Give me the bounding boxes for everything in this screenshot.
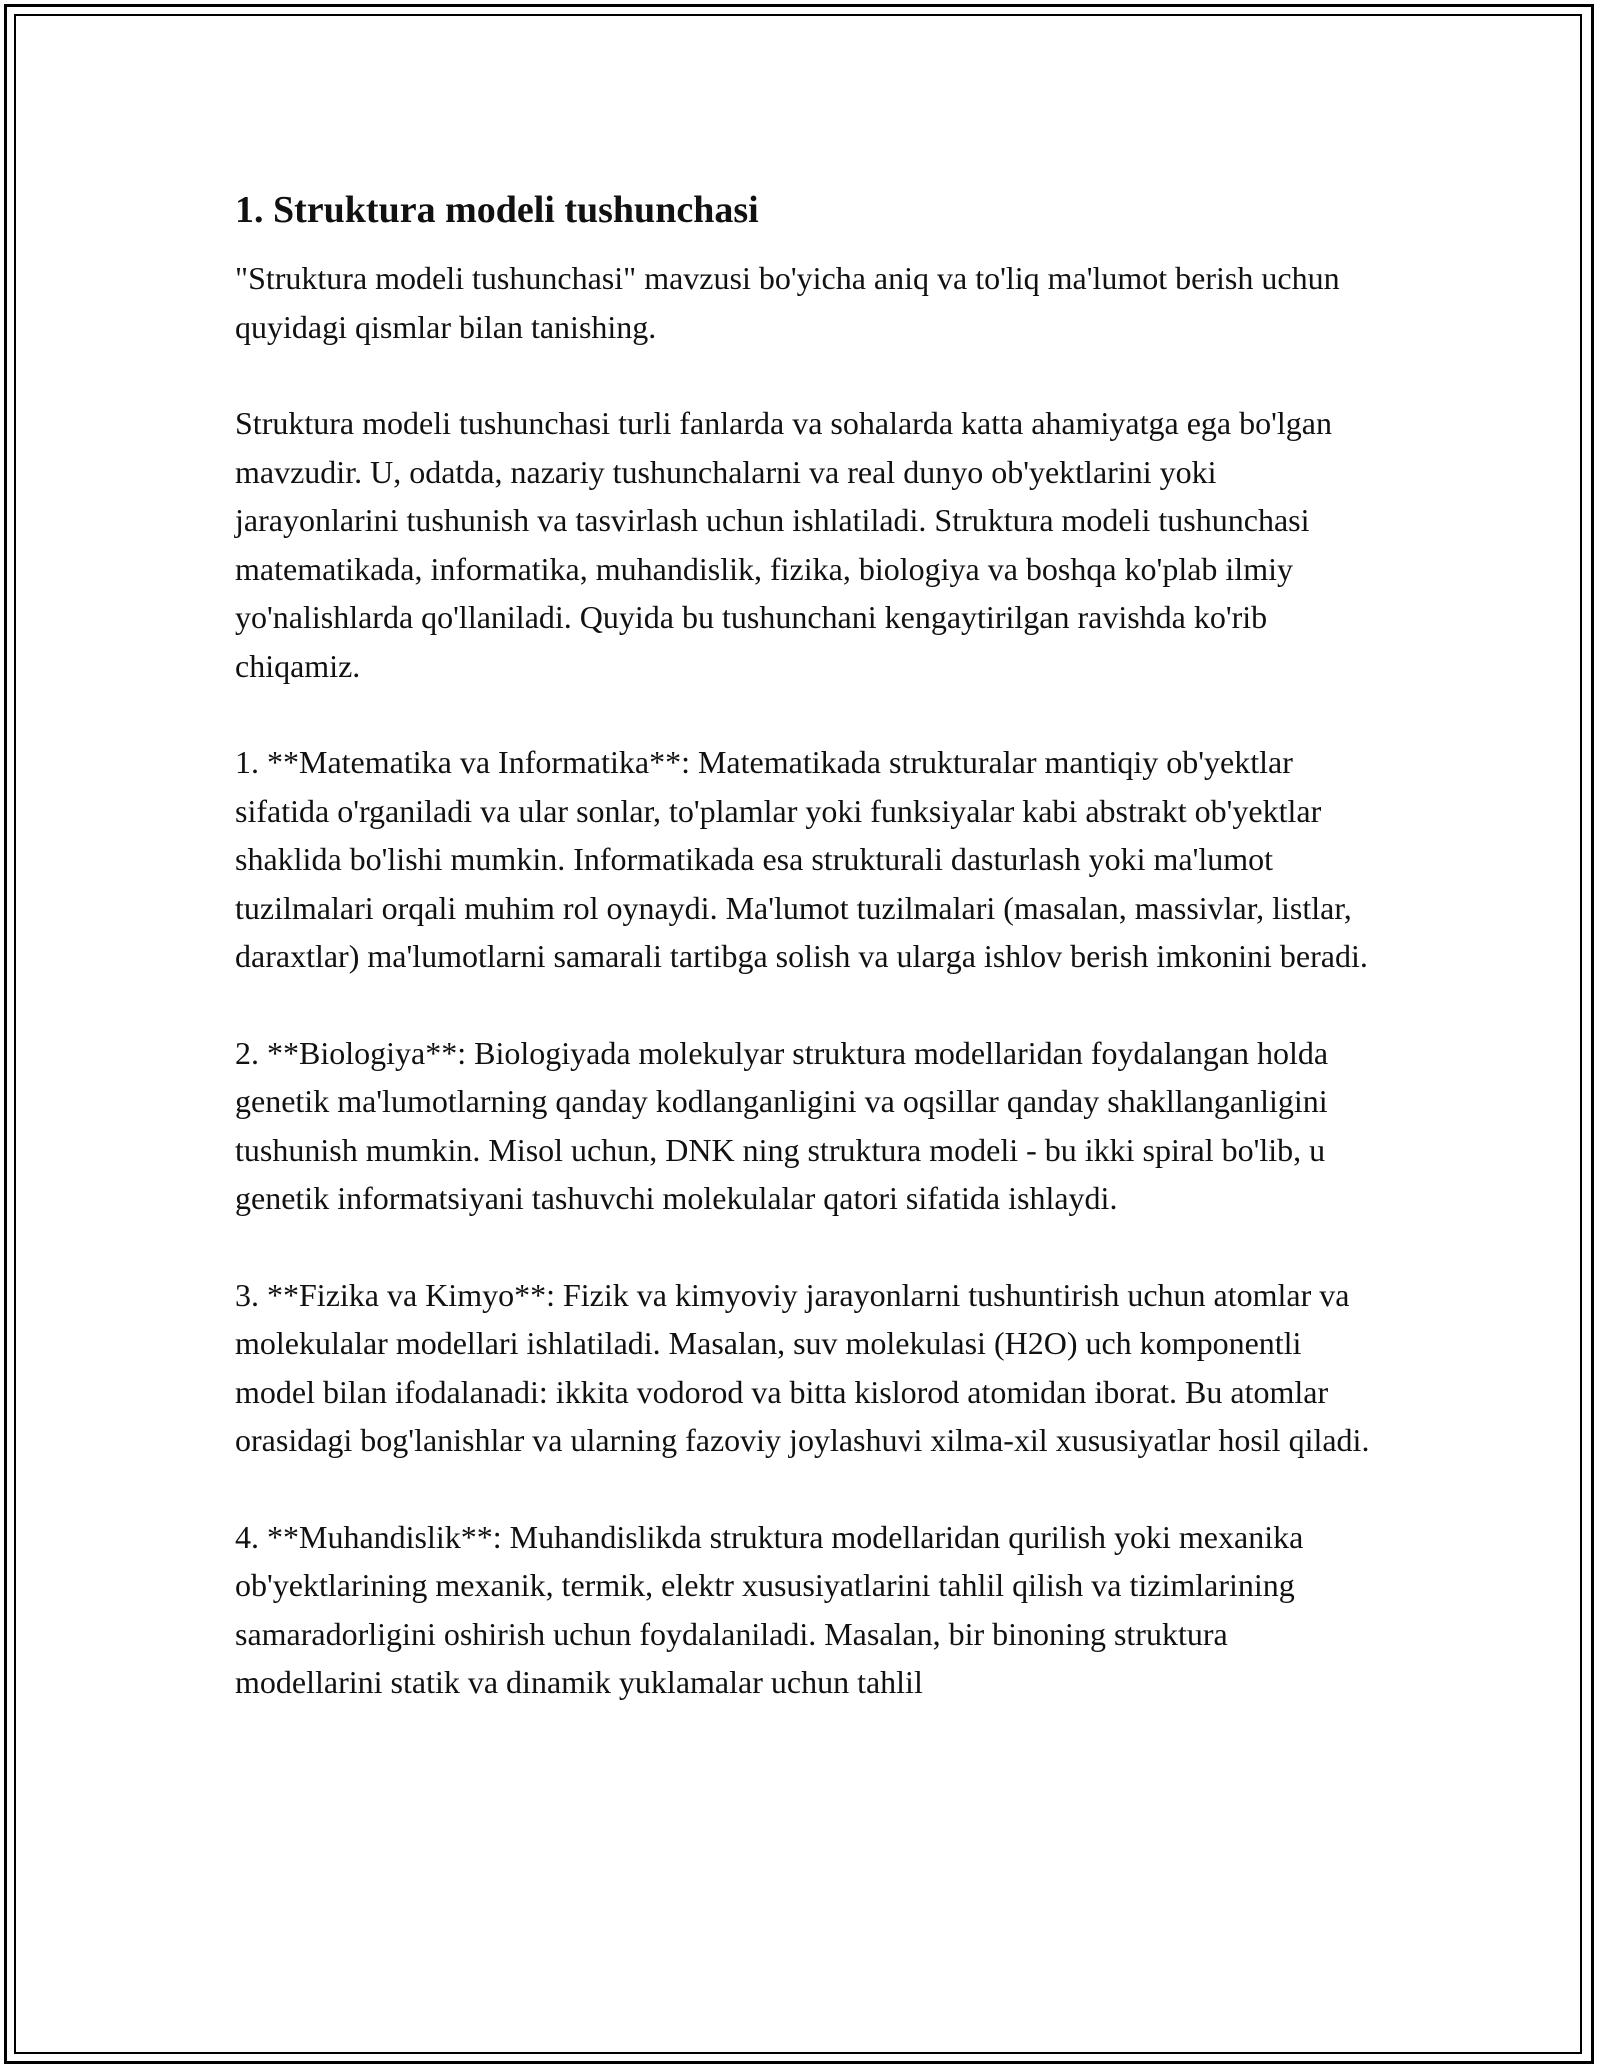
page-title: 1. Struktura modeli tushunchasi [235,189,759,231]
paragraph-biology: 2. **Biologiya**: Biologiyada molekulyar struktura modellaridan foydalangan holda genetik ma'lumotlarning qanday kodlanganligini va oqsillar qanday shakllanganligini tushunish mumkin. Misol uchun, DNK ning struktura modeli - bu ikki spiral bo'lib, u genetik informatsiyani tashuvchi molekulalar qatori sifatida ishlaydi. [235,1034,1329,1216]
paragraph-math-informatics: 1. **Matematika va Informatika**: Matematikada strukturalar mantiqiy ob'yektlar sifatida o'rganiladi va ular sonlar, to'plamlar yoki funksiyalar kabi abstrakt ob'yektlar shaklida bo'lishi mumkin. Informatikada esa strukturali dasturlash yoki ma'lumot tuzilmalari orqali muhim rol oynaydi. Ma'lumot tuzilmalari (masalan, massivlar, listlar, daraxtlar) ma'lumotlarni samarali tartibga solish va ularga ishlov berish imkonini beradi. [235,744,1368,974]
paragraph-engineering: 4. **Muhandislik**: Muhandislikda struktura modellaridan qurilish yoki mexanika ob'yektlarining mexanik, termik, elektr xususiyatlarini tahlil qilish va tizimlarining samaradorligini oshirish uchun foydalaniladi. Masalan, bir binoning struktura modellarini statik va dinamik yuklamalar uchun tahlil [235,1518,1304,1700]
paragraph-physics-chemistry: 3. **Fizika va Kimyo**: Fizik va kimyoviy jarayonlarni tushuntirish uchun atomlar va molekulalar modellari ishlatiladi. Masalan, suv molekulasi (H2O) uch komponentli model bilan ifodalanadi: ikkita vodorod va bitta kislorod atomidan iborat. Bu atomlar orasidagi bog'lanishlar va ularning fazoviy joylashuvi xilma-xil xususiyatlar hosil qiladi. [235,1276,1370,1458]
paragraph-overview: Struktura modeli tushunchasi turli fanlarda va sohalarda katta ahamiyatga ega bo'lgan mavzudir. U, odatda, nazariy tushunchalarni va real dunyo ob'yektlarini yoki jarayonlarini tushunish va tasvirlash uchun ishlatiladi. Struktura modeli tushunchasi matematikada, informatika, muhandislik, fizika, biologiya va boshqa ko'plab ilmiy yo'nalishlarda qo'llaniladi. Quyida bu tushunchani kengaytirilgan ravishda ko'rib chiqamiz. [235,405,1332,684]
document-body [235,186,1375,1755]
paragraph-intro: "Struktura modeli tushunchasi" mavzusi bo'yicha aniq va to'liq ma'lumot berish uchun quyidagi qismlar bilan tanishing. [235,260,1340,345]
